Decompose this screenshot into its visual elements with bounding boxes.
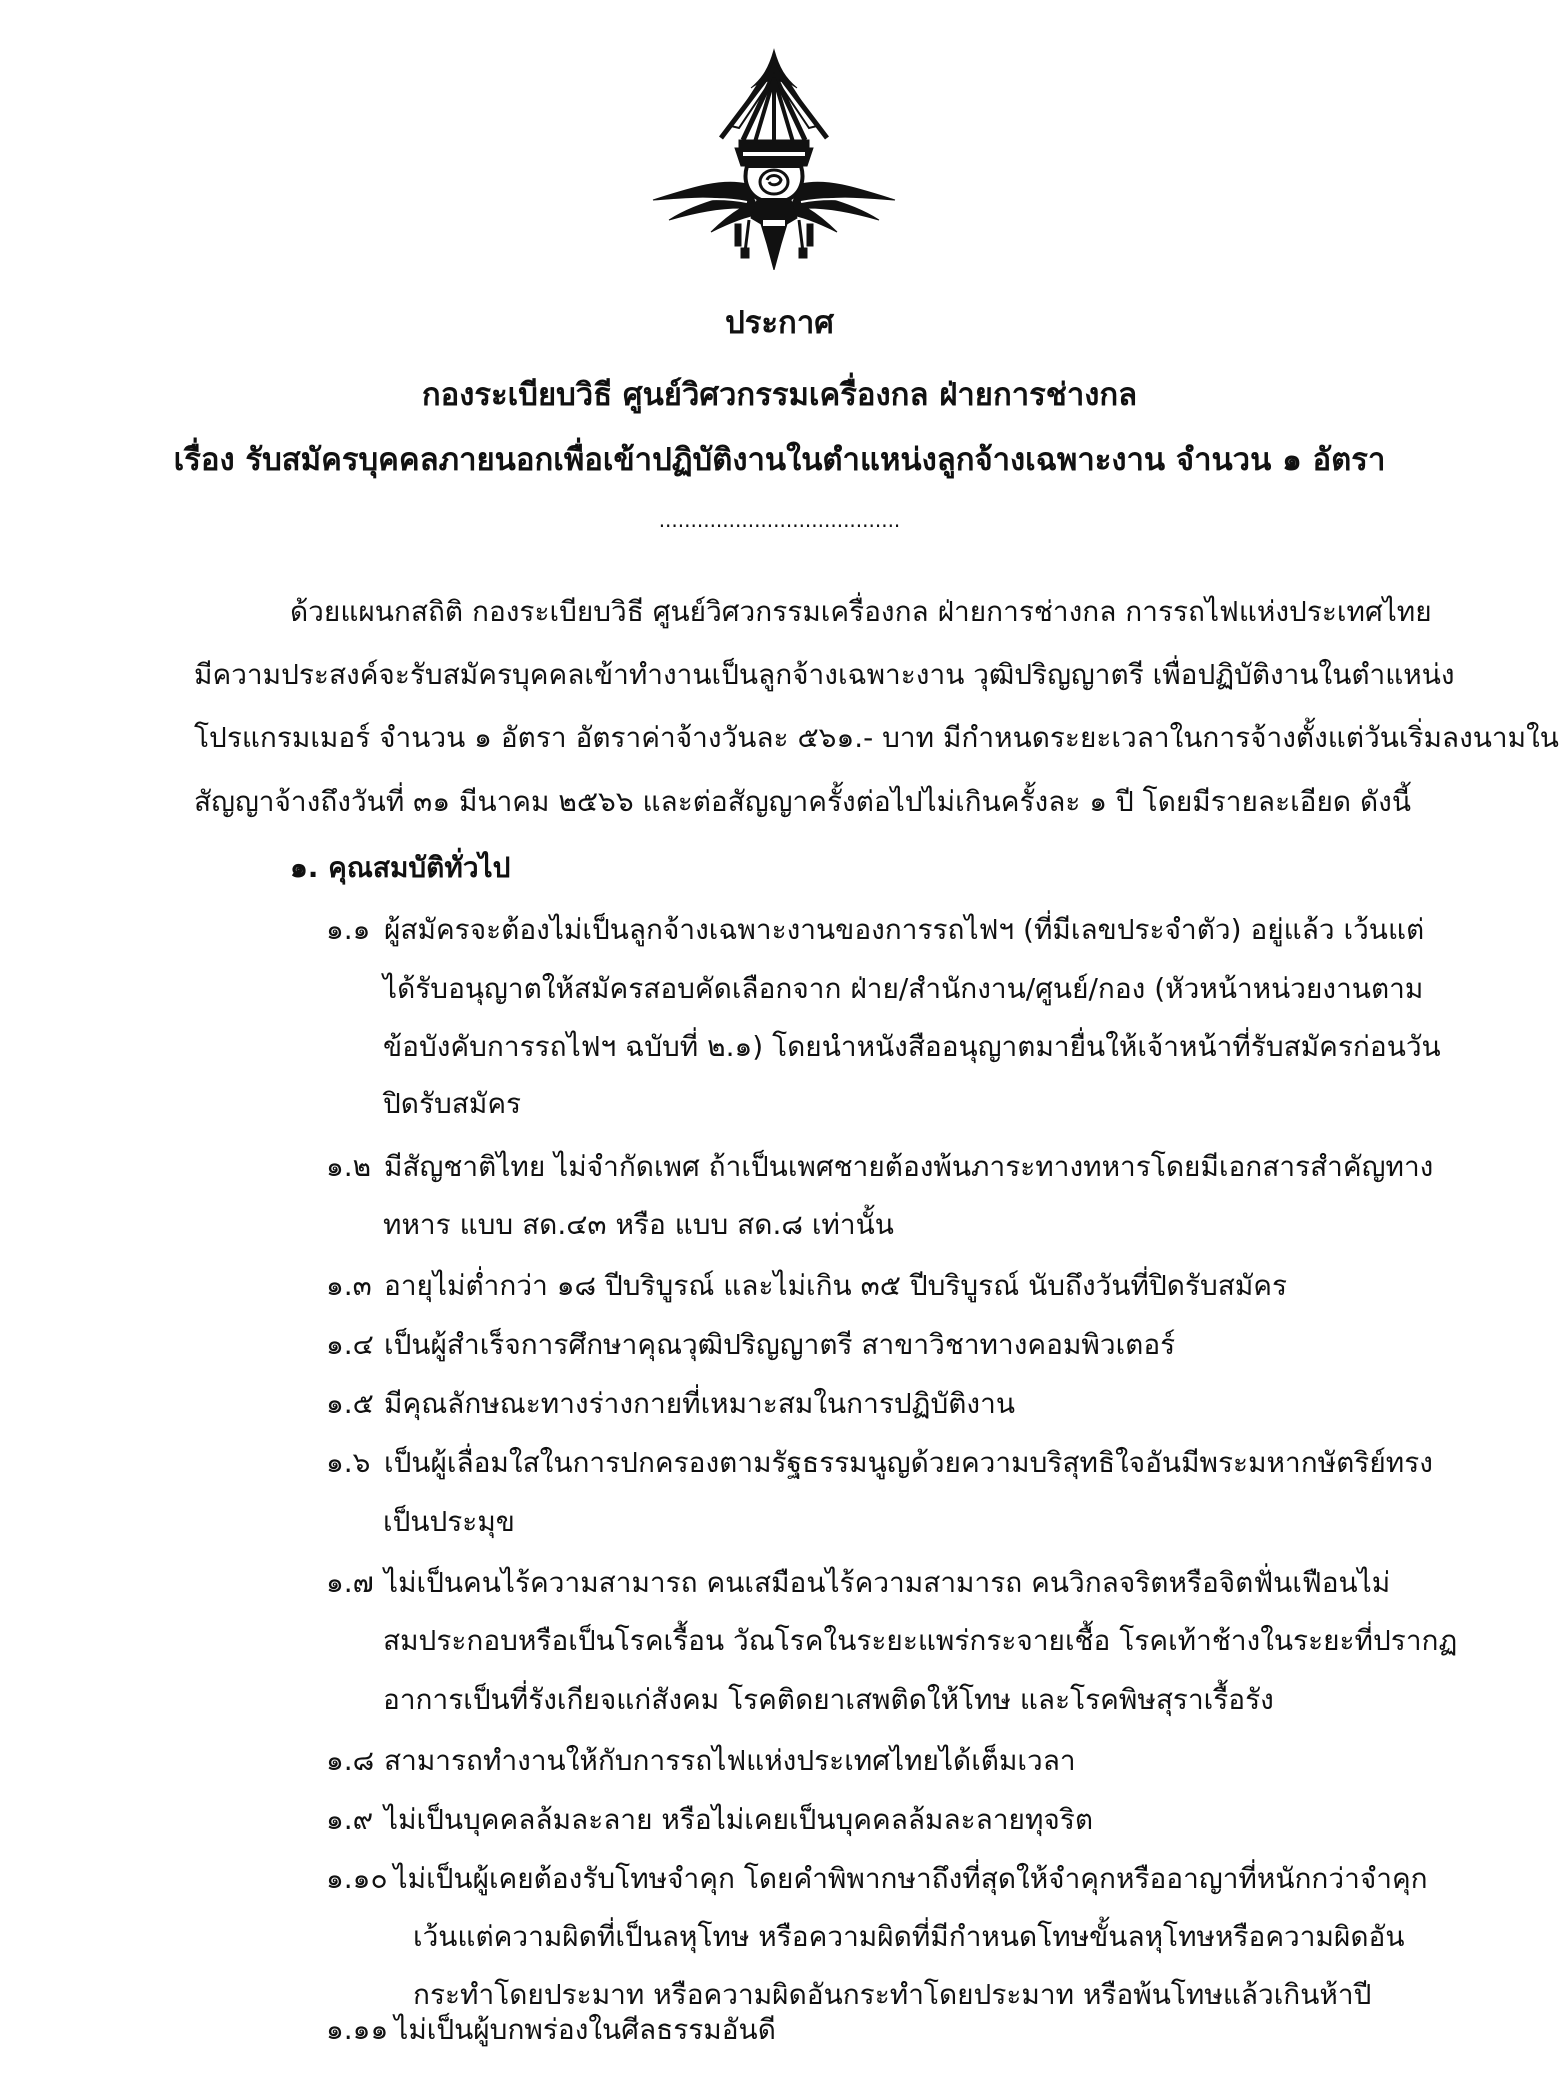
item-text: ไม่เป็นคนไร้ความสามารถ คนเสมือนไร้ความสามารถ คนวิกลจริตหรือจิตฟั่นเฟือนไม่ xyxy=(384,1565,1391,1599)
item-number: ๑.๑๐ xyxy=(326,1862,388,1896)
qualification-item xyxy=(326,1443,1433,1483)
item-number: ๑.๘ xyxy=(326,1744,375,1778)
item-text: ไม่เป็นผู้บกพร่องในศีลธรรมอันดี xyxy=(394,2013,776,2046)
item-number: ๑.๖ xyxy=(326,1445,371,1479)
item-text-continuation: ได้รับอนุญาตให้สมัครสอบคัดเลือกจาก ฝ่าย/สำนักงาน/ศูนย์/กอง (หัวหน้าหน่วยงานตาม xyxy=(383,971,1424,1005)
item-text: เป็นผู้สำเร็จการศึกษาคุณวุฒิปริญญาตรี สาขาวิชาทางคอมพิวเตอร์ xyxy=(384,1328,1176,1362)
intro-line: สัญญาจ้างถึงวันที่ ๓๑ มีนาคม ๒๕๖๖ และต่อสัญญาครั้งต่อไปไม่เกินครั้งละ ๑ ปี โดยมีรายละเอียด ดังนี้ xyxy=(194,785,1411,818)
item-text: ไม่เป็นบุคคลล้มละลาย หรือไม่เคยเป็นบุคคลล้มละลายทุจริต xyxy=(384,1803,1094,1837)
qualification-item xyxy=(326,1147,1433,1187)
item-text: เป็นผู้เลื่อมใสในการปกครองตามรัฐธรรมนูญด้วยความบริสุทธิใจอันมีพระมหากษัตริย์ทรง xyxy=(384,1445,1433,1479)
qualification-item xyxy=(326,1741,1076,1781)
announcement-subject: เรื่อง รับสมัครบุคคลภายนอกเพื่อเข้าปฏิบัติงานในตำแหน่งลูกจ้างเฉพาะงาน จำนวน ๑ อัตรา xyxy=(173,442,1386,478)
item-number: ๑.๑๑ xyxy=(326,2013,389,2046)
item-text: มีคุณลักษณะทางร่างกายที่เหมาะสมในการปฏิบัติงาน xyxy=(384,1387,1015,1421)
dotted-separator: ...................................... xyxy=(658,508,901,532)
intro-line: มีความประสงค์จะรับสมัครบุคคลเข้าทำงานเป็นลูกจ้างเฉพาะงาน วุฒิปริญญาตรี เพื่อปฏิบัติงานในตำแหน่ง xyxy=(194,658,1455,691)
announcement-title: ประกาศ xyxy=(725,305,834,341)
qualification-item xyxy=(326,2010,776,2050)
item-number: ๑.๔ xyxy=(326,1328,374,1362)
srt-emblem-logo xyxy=(651,48,897,270)
qualification-item xyxy=(326,1800,1093,1840)
item-text: มีสัญชาติไทย ไม่จำกัดเพศ ถ้าเป็นเพศชายต้องพ้นภาระทางทหารโดยมีเอกสารสำคัญทาง xyxy=(384,1149,1434,1183)
item-text-continuation: ทหาร แบบ สด.๔๓ หรือ แบบ สด.๘ เท่านั้น xyxy=(383,1207,894,1241)
item-text-continuation: เป็นประมุข xyxy=(383,1504,515,1538)
item-text-continuation: อาการเป็นที่รังเกียจแก่สังคม โรคติดยาเสพติดให้โทษ และโรคพิษสุราเรื้อรัง xyxy=(383,1682,1274,1716)
qualification-item xyxy=(326,1266,1287,1306)
intro-line: ด้วยแผนกสถิติ กองระเบียบวิธี ศูนย์วิศวกรรมเครื่องกล ฝ่ายการช่างกล การรถไฟแห่งประเทศไทย xyxy=(290,595,1432,628)
item-number: ๑.๙ xyxy=(326,1803,374,1837)
item-text-continuation: กระทำโดยประมาท หรือความผิดอันกระทำโดยประมาท หรือพ้นโทษแล้วเกินห้าปี xyxy=(413,1977,1372,2011)
item-number: ๑.๒ xyxy=(326,1149,372,1183)
item-number: ๑.๑ xyxy=(326,913,371,946)
qualification-item xyxy=(326,910,1424,950)
item-text-continuation: สมประกอบหรือเป็นโรคเรื้อน วัณโรคในระยะแพร่กระจายเชื้อ โรคเท้าช้างในระยะที่ปรากฏ xyxy=(383,1623,1458,1657)
intro-line: โปรแกรมเมอร์ จำนวน ๑ อัตรา อัตราค่าจ้างวันละ ๕๖๑.- บาท มีกำหนดระยะเวลาในการจ้างตั้งแต่วันเริ่มลงนามใน xyxy=(194,721,1559,754)
item-text: ผู้สมัครจะต้องไม่เป็นลูกจ้างเฉพาะงานของการรถไฟฯ (ที่มีเลขประจำตัว) อยู่แล้ว เว้นแต่ xyxy=(384,913,1425,946)
organization-name: กองระเบียบวิธี ศูนย์วิศวกรรมเครื่องกล ฝ่ายการช่างกล xyxy=(421,377,1138,413)
item-text: สามารถทำงานให้กับการรถไฟแห่งประเทศไทยได้เต็มเวลา xyxy=(384,1744,1076,1778)
item-text: อายุไม่ต่ำกว่า ๑๘ ปีบริบูรณ์ และไม่เกิน ๓๕ ปีบริบูรณ์ นับถึงวันที่ปิดรับสมัคร xyxy=(384,1269,1288,1303)
item-text: ไม่เป็นผู้เคยต้องรับโทษจำคุก โดยคำพิพากษาถึงที่สุดให้จำคุกหรืออาญาที่หนักกว่าจำคุก xyxy=(393,1862,1428,1896)
qualification-item xyxy=(326,1563,1390,1603)
item-text-continuation: เว้นแต่ความผิดที่เป็นลหุโทษ หรือความผิดที่มีกำหนดโทษขั้นลหุโทษหรือความผิดอัน xyxy=(413,1919,1405,1953)
section-heading: ๑. คุณสมบัติทั่วไป xyxy=(290,851,511,884)
item-text-continuation: ข้อบังคับการรถไฟฯ ฉบับที่ ๒.๑) โดยนำหนังสืออนุญาตมายื่นให้เจ้าหน้าที่รับสมัครก่อนวัน xyxy=(383,1029,1441,1063)
qualification-item xyxy=(326,1325,1175,1365)
item-number: ๑.๓ xyxy=(326,1269,372,1303)
item-text-continuation: ปิดรับสมัคร xyxy=(383,1086,522,1120)
qualification-item xyxy=(326,1384,1015,1424)
qualification-item xyxy=(326,1859,1428,1899)
item-number: ๑.๕ xyxy=(326,1387,374,1421)
item-number: ๑.๗ xyxy=(326,1565,374,1599)
